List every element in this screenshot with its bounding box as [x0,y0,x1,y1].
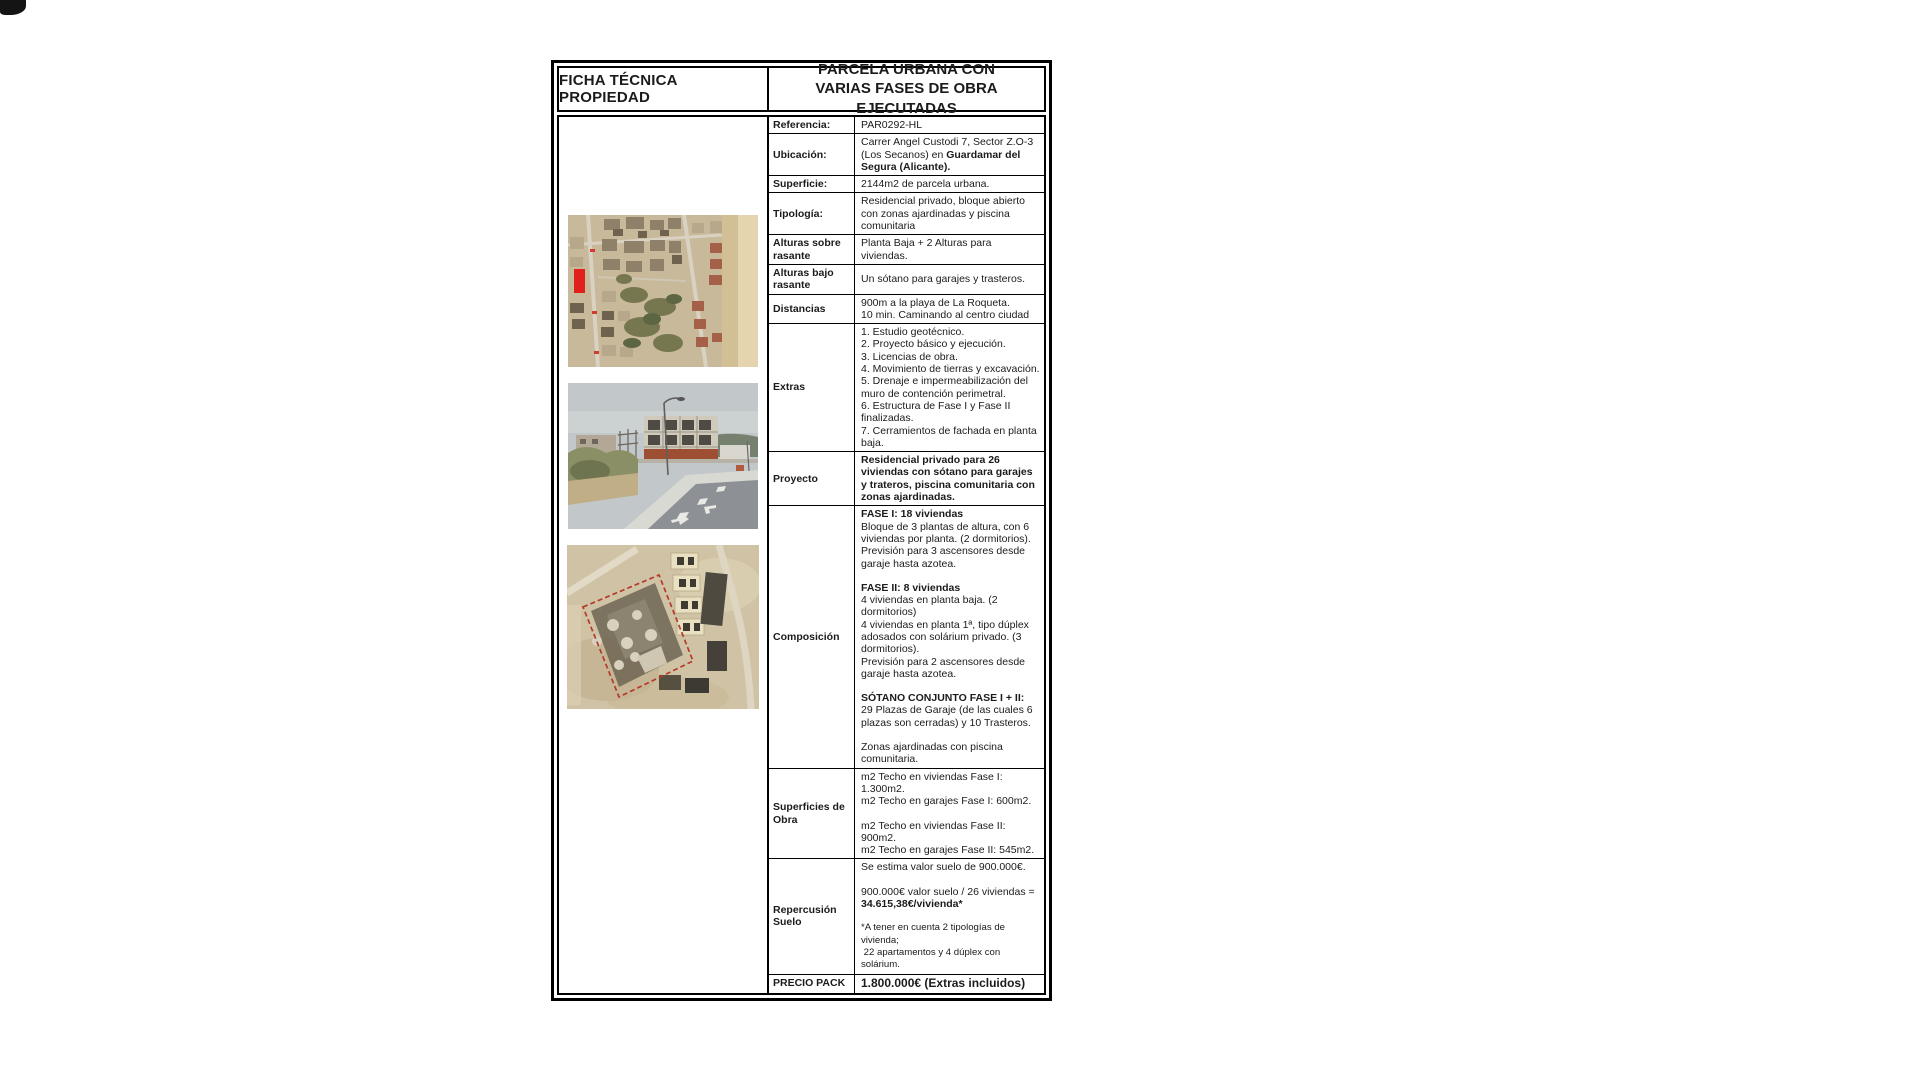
row-extras [769,324,1044,452]
ubicacion-label: Ubicación: [769,134,855,175]
satellite-map-town-beach-image [568,215,758,367]
referencia-label: Referencia: [769,117,855,133]
alturas-sobre-value: Planta Baja + 2 Alturas para viviendas. [861,237,995,262]
photo-column [559,117,769,993]
row-proyecto [769,452,1044,506]
tipologia-label: Tipología: [769,193,855,234]
precio-pack-value: 1.800.000€ (Extras incluidos) [861,976,1026,991]
row-superficie [769,176,1044,193]
sheet-body [557,115,1046,995]
precio-pack-label: PRECIO PACK [769,975,855,993]
repercusion-value: Se estima valor suelo de 900.000€. 900.000€ valor suelo / 26 viviendas = 34.615,38€/vivienda* *A tener en cuenta 2 tipologías de vivienda; 22 apartamentos y 4 dúplex con solárium. [861,861,1035,971]
proyecto-value: Residencial privado para 26 viviendas con sótano para garajes y trateros, piscina comunitaria con zonas ajardinadas. [861,454,1038,504]
composicion-label: Composición [769,506,855,767]
ubicacion-value: Carrer Angel Custodi 7, Sector Z.O-3 (Los Secanos) en Guardamar del Segura (Alicante). [861,136,1037,173]
repercusion-label: Repercusión Suelo [769,859,855,973]
composicion-value: FASE I: 18 viviendas Bloque de 3 plantas de altura, con 6 viviendas por planta. (2 dormitorios). Previsión para 3 ascensores desde garaje hasta azotea. FASE II: 8 viviendas 4 viviendas en planta baja. (2 dormitorios) 4 viviendas en planta 1ª, tipo dúplex adosados con solárium privado. (3 dormitorios). Previsión para 2 ascensores desde garaje hasta azotea. SÓTANO CONJUNTO FASE I + II: 29 Plazas de Garaje (de las cuales 6 plazas son cerradas) y 10 Trasteros. Zonas ajardinadas con piscina comunitaria. [861,508,1036,766]
row-alturas-bajo-rasante [769,265,1044,295]
tipologia-value: Residencial privado, bloque abierto con zonas ajardinadas y piscina comunitaria [861,195,1028,233]
extras-label: Extras [769,324,855,451]
sheet-header [557,60,1046,117]
distancias-value: 900m a la playa de La Roqueta. 10 min. Caminando al centro ciudad [861,296,1030,321]
aerial-parcel-outline-image [567,545,759,709]
distancias-label: Distancias [769,295,855,324]
referencia-value: PAR0292-HL [861,119,923,131]
superficie-label: Superficie: [769,176,855,192]
row-superficies-de-obra [769,769,1044,860]
superficies-value: m2 Techo en viviendas Fase I: 1.300m2. m2 Techo en garajes Fase I: 600m2. m2 Techo en viviendas Fase II: 900m2. m2 Techo en garajes Fase II: 545m2. [861,770,1035,857]
data-table [769,117,1044,993]
superficies-label: Superficies de Obra [769,769,855,859]
row-tipologia [769,193,1044,235]
row-distancias [769,295,1044,325]
alturas-sobre-label: Alturas sobre rasante [769,235,855,264]
proyecto-label: Proyecto [769,452,855,505]
extras-value: 1. Estudio geotécnico. 2. Proyecto básico y ejecución. 3. Licencias de obra. 4. Movimiento de tierras y excavación. 5. Drenaje e impermeabilización del muro de contención perimetral. 6. Estructura de Fase I y Fase II finalizadas. 7. Cerramientos de fachada en planta baja. [861,326,1040,449]
property-technical-sheet [551,60,1052,1001]
street-view-construction-image [568,383,758,529]
scan-artifact [0,0,26,15]
row-referencia [769,117,1044,134]
row-precio-pack [769,975,1044,993]
alturas-bajo-label: Alturas bajo rasante [769,265,855,294]
sheet-title: FICHA TÉCNICA PROPIEDAD [559,68,769,110]
superficie-value: 2144m2 de parcela urbana. [861,178,990,191]
row-repercusion-suelo [769,859,1044,974]
row-ubicacion [769,134,1044,176]
alturas-bajo-value: Un sótano para garajes y trasteros. [861,273,1026,286]
row-composicion [769,506,1044,768]
sheet-subtitle: PARCELA URBANA CON VARIAS FASES DE OBRA EJECUTADAS [815,60,998,117]
row-alturas-sobre-rasante [769,235,1044,265]
